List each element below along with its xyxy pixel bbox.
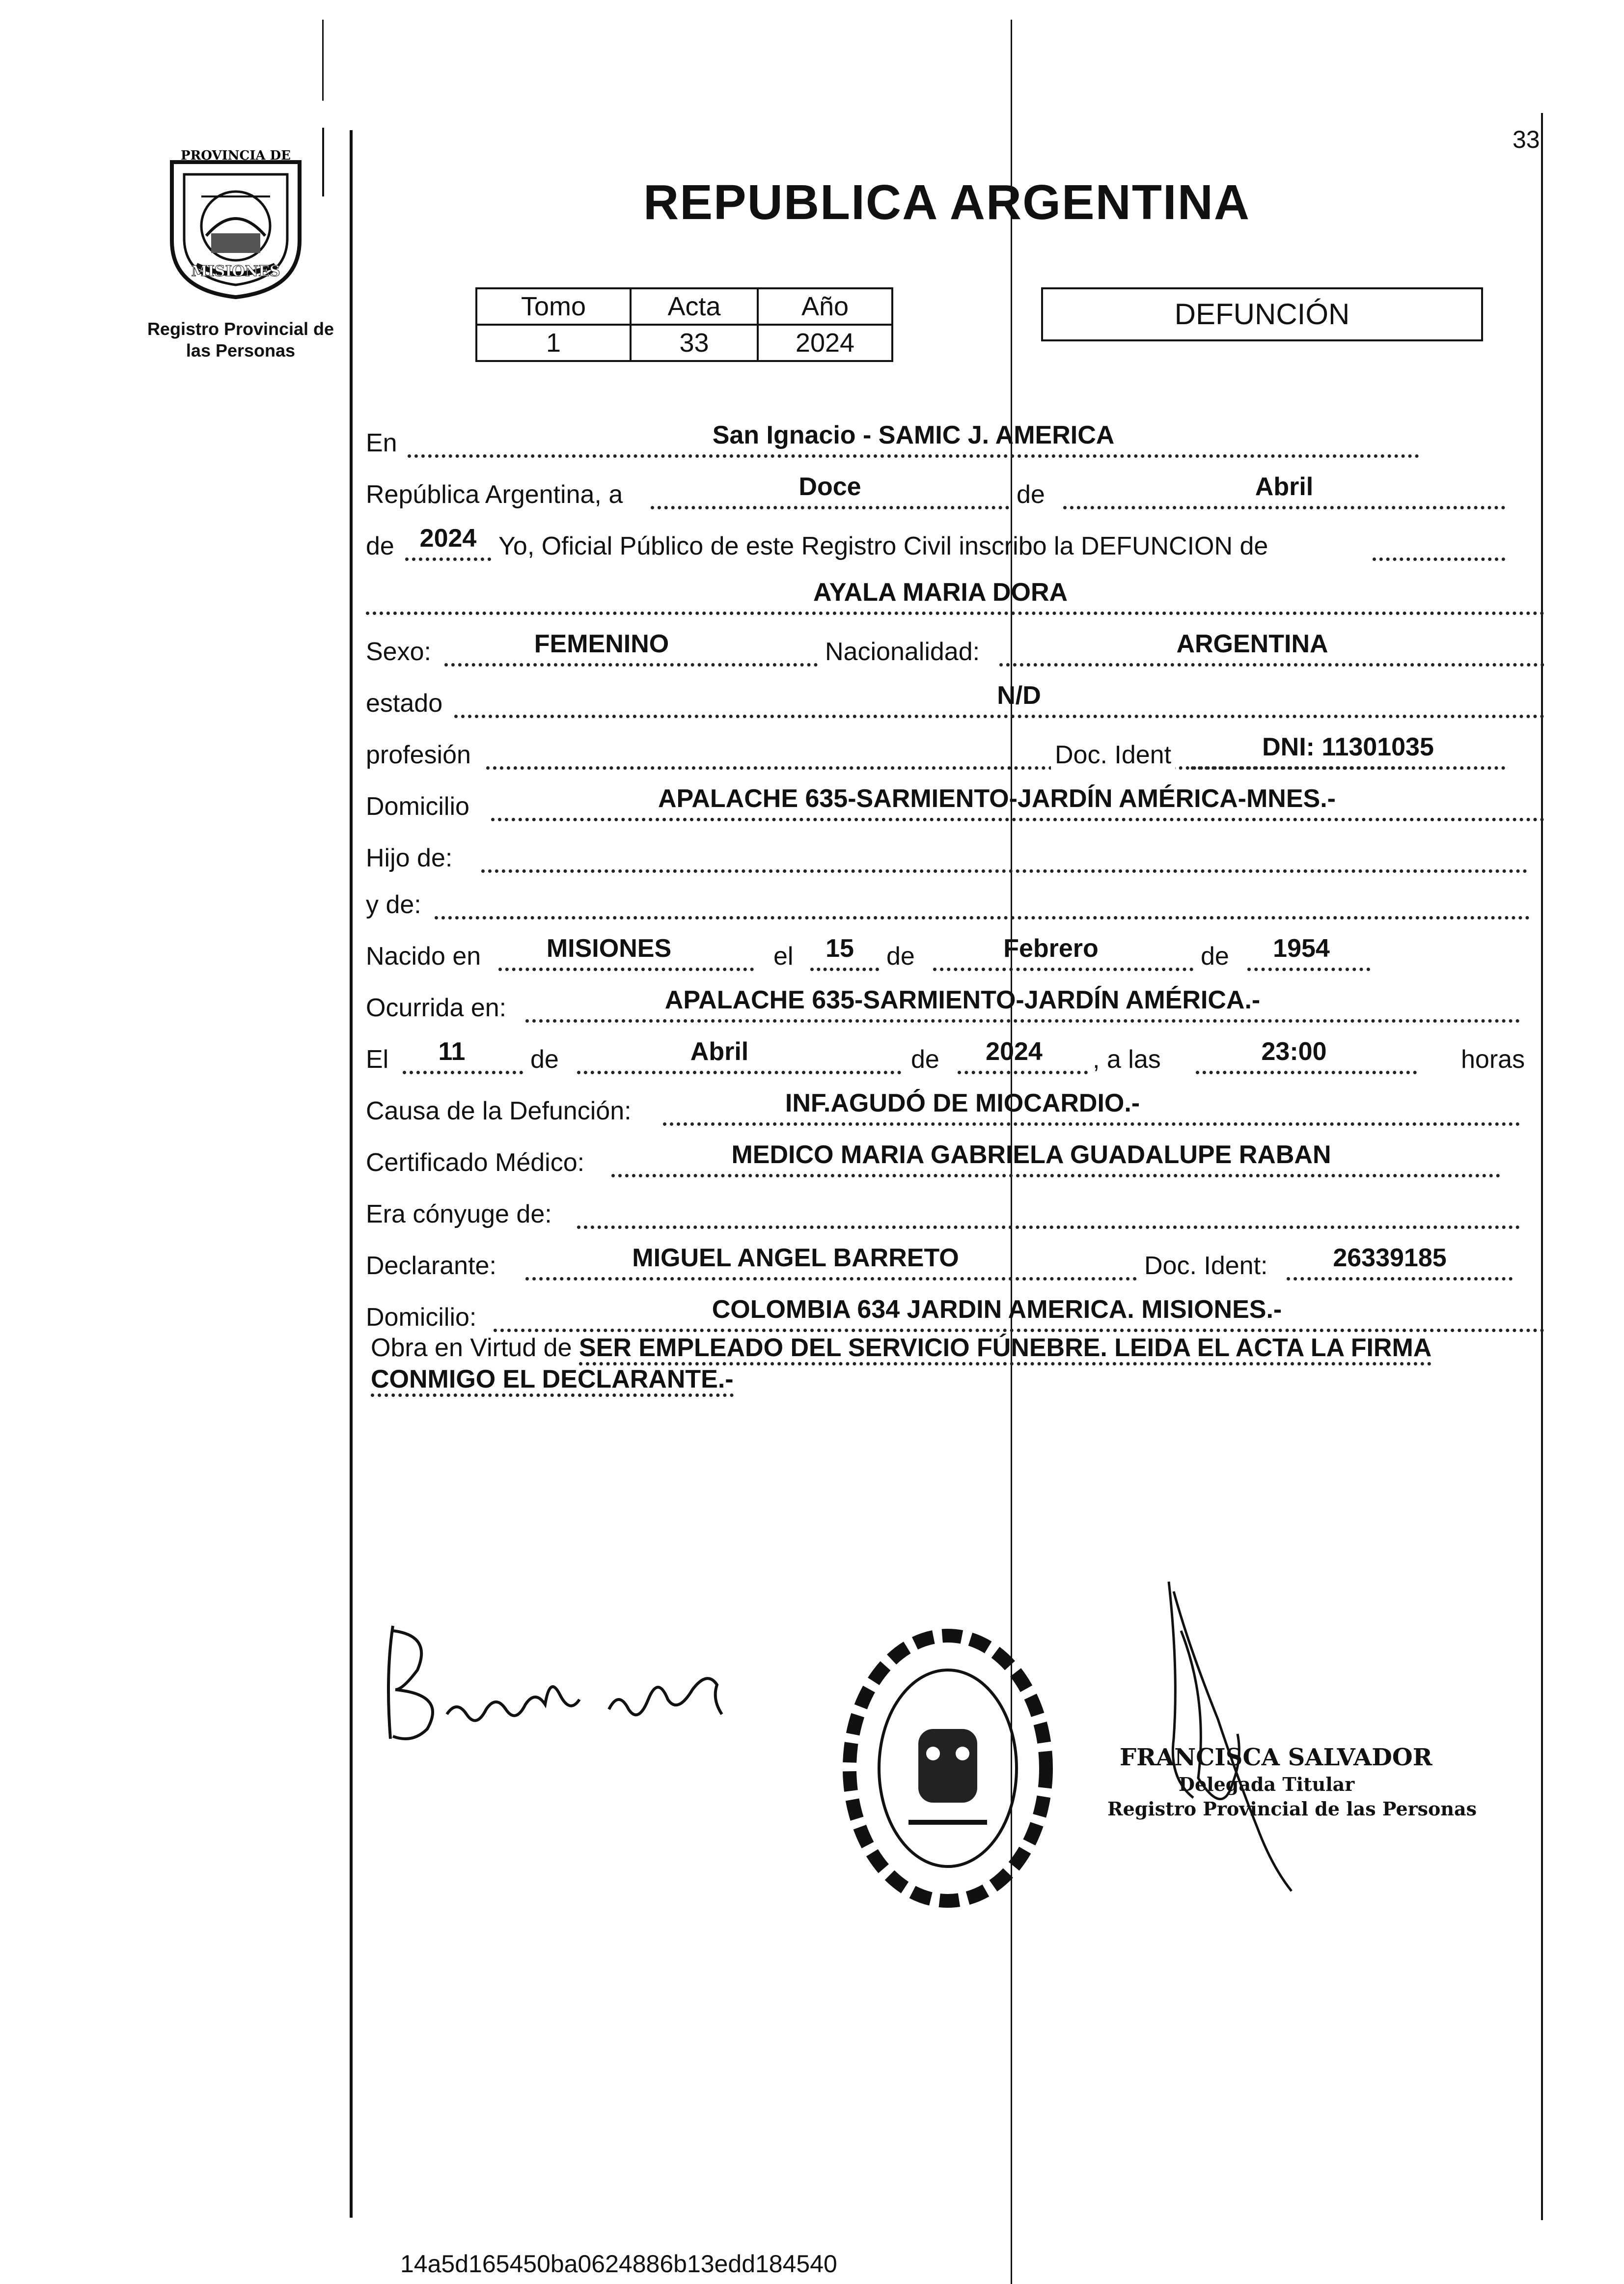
row-domicilio (366, 781, 1544, 825)
row-ocurrida (366, 982, 1544, 1027)
row-hijo-de (366, 833, 1544, 877)
dotted-line (435, 887, 1530, 919)
value-obra: SER EMPLEADO DEL SERVICIO FÚNEBRE. LEIDA EL ACTA LA FIRMA CONMIGO EL DECLARANTE.- (371, 1334, 1431, 1397)
value-doc-ident-2: 26339185 (1333, 1244, 1447, 1272)
official-role: Delegada Titular (1179, 1773, 1355, 1795)
province-seal (157, 142, 314, 300)
label-de2: de (366, 532, 394, 560)
registry-caption-line1: Registro Provincial de (147, 319, 334, 339)
value-causa: INF.AGUDÓ DE MIOCARDIO.- (785, 1089, 1140, 1117)
official-registry: Registro Provincial de las Personas (1107, 1798, 1477, 1820)
label-estado: estado (366, 689, 443, 718)
record-value-anio: 2024 (758, 325, 892, 361)
row-declarante (366, 1240, 1544, 1284)
value-nacionalidad: ARGENTINA (1176, 630, 1328, 658)
label-profesion: profesión (366, 741, 471, 769)
label-certificado: Certificado Médico: (366, 1148, 585, 1177)
value-death-year: 2024 (986, 1037, 1043, 1066)
registry-caption (133, 318, 349, 362)
label-sexo: Sexo: (366, 638, 431, 666)
page-number: 33 (1513, 126, 1540, 153)
declarant-signature (373, 1616, 756, 1754)
label-horas: horas (1461, 1045, 1525, 1074)
value-birth-day: 15 (826, 934, 854, 963)
value-estado: N/D (997, 681, 1041, 710)
label-doc-ident-2: Doc. Ident: (1144, 1252, 1268, 1280)
row-causa (366, 1086, 1544, 1130)
value-death-day: 11 (438, 1037, 466, 1066)
text-inscribe: Yo, Oficial Público de este Registro Civil inscribo la DEFUNCION de (498, 532, 1268, 560)
value-month: Abril (1255, 473, 1314, 501)
value-domicilio: APALACHE 635-SARMIENTO-JARDÍN AMÉRICA-MNES.- (658, 784, 1336, 813)
left-margin-rule (350, 130, 353, 2218)
document-hash: 14a5d165450ba0624886b13edd184540 (400, 2250, 837, 2278)
row-profesion (366, 729, 1544, 774)
official-signature (1095, 1572, 1439, 1896)
label-domicilio: Domicilio (366, 792, 469, 821)
label-de: de (1017, 480, 1045, 509)
value-doc-ident: DNI: 11301035 (1262, 733, 1434, 761)
value-death-month: Abril (690, 1037, 749, 1066)
label-en: En (366, 429, 397, 457)
value-year: 2024 (419, 524, 477, 553)
label-obra: Obra en Virtud de (371, 1334, 572, 1362)
row-date (366, 469, 1544, 513)
row-domicilio-2 (366, 1292, 1544, 1336)
value-domicilio-2: COLOMBIA 634 JARDIN AMERICA. MISIONES.- (712, 1295, 1282, 1324)
value-certificado: MEDICO MARIA GABRIELA GUADALUPE RABAN (731, 1141, 1331, 1169)
label-ocurrida-en: Ocurrida en: (366, 994, 507, 1022)
record-header-acta: Acta (631, 288, 758, 325)
label-hijo-de: Hijo de: (366, 844, 453, 872)
value-birth-year: 1954 (1273, 934, 1330, 963)
value-death-place: APALACHE 635-SARMIENTO-JARDÍN AMÉRICA.- (664, 986, 1261, 1014)
seal-bottom-text: MISIONES (191, 263, 280, 280)
record-value-acta: 33 (631, 325, 758, 361)
row-inscribe (366, 521, 1544, 565)
value-place: San Ignacio - SAMIC J. AMERICA (712, 421, 1115, 449)
label-causa: Causa de la Defunción: (366, 1097, 632, 1125)
label-el: el (773, 942, 794, 971)
label-a-las: , a las (1093, 1045, 1161, 1074)
label-de6: de (911, 1045, 939, 1074)
label-doc-ident: Doc. Ident (1051, 740, 1175, 770)
row-estado (366, 678, 1544, 722)
value-birth-month: Febrero (1003, 934, 1099, 963)
label-el2: El (366, 1045, 389, 1074)
official-name: FRANCISCA SALVADOR (1120, 1744, 1432, 1771)
scan-edge-mark (322, 20, 324, 101)
record-type-box: DEFUNCIÓN (1041, 287, 1483, 341)
value-birth-place: MISIONES (546, 934, 672, 963)
label-domicilio-2: Domicilio: (366, 1303, 477, 1332)
scan-edge-mark (322, 128, 324, 196)
value-day: Doce (798, 473, 861, 501)
value-death-time: 23:00 (1261, 1037, 1327, 1066)
row-death-date (366, 1034, 1544, 1078)
value-deceased-name: AYALA MARIA DORA (813, 578, 1068, 607)
row-nacido (366, 931, 1544, 975)
label-conyuge: Era cónyuge de: (366, 1200, 552, 1228)
label-nacionalidad: Nacionalidad: (825, 638, 980, 666)
label-y-de: y de: (366, 891, 421, 919)
label-declarante: Declarante: (366, 1252, 496, 1280)
row-conyuge (366, 1189, 1544, 1233)
label-de4: de (1201, 942, 1229, 971)
row-y-de (366, 879, 1544, 923)
record-header-tomo: Tomo (476, 288, 631, 325)
label-de5: de (530, 1045, 559, 1074)
official-stamp (835, 1616, 1061, 1921)
row-sexo (366, 626, 1544, 670)
label-de3: de (886, 942, 915, 971)
label-nacido-en: Nacido en (366, 942, 481, 971)
dotted-line (577, 1196, 1520, 1229)
dotted-line (1373, 528, 1505, 561)
label-republica: República Argentina, a (366, 480, 623, 509)
registry-caption-line2: las Personas (186, 340, 296, 361)
value-sexo: FEMENINO (534, 630, 669, 658)
row-certificado (366, 1137, 1544, 1181)
record-value-tomo: 1 (476, 325, 631, 361)
document-title: REPUBLICA ARGENTINA (643, 175, 1251, 230)
seal-top-text: PROVINCIA DE (181, 148, 291, 163)
dotted-line (481, 840, 1527, 873)
record-header-anio: Año (758, 288, 892, 325)
row-en (366, 418, 1544, 462)
record-table (475, 287, 893, 362)
value-declarante: MIGUEL ANGEL BARRETO (632, 1244, 959, 1272)
row-obra (371, 1332, 1549, 1395)
row-name (366, 575, 1544, 619)
